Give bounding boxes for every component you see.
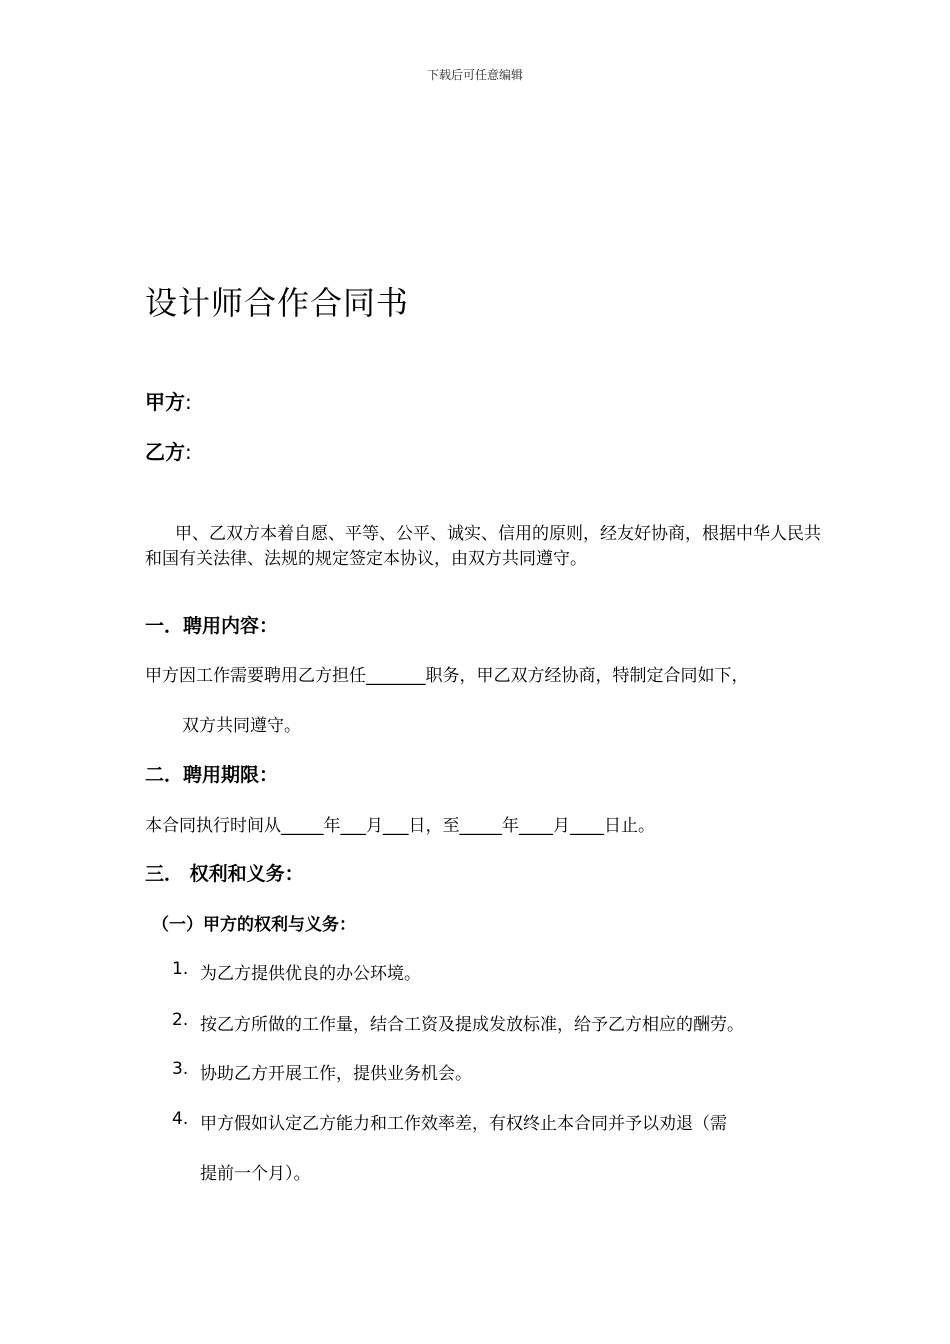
section-1-title: 一．聘用内容：	[145, 615, 279, 637]
list-item-number: 1.	[172, 959, 189, 979]
list-item-text: 按乙方所做的工作量，结合工资及提成发放标准，给予乙方相应的酬劳。	[200, 1015, 744, 1035]
list-item-number: 4.	[172, 1109, 189, 1129]
list-item-number: 2.	[172, 1010, 189, 1030]
header-note: 下载后可任意编辑	[426, 68, 523, 82]
section-2-line-1: 本合同执行时间从_____年___月___日，至_____年____月____日止。	[145, 816, 655, 836]
list-item-text: 协助乙方开展工作，提供业务机会。	[200, 1064, 472, 1084]
section-2-title: 二．聘用期限：	[145, 764, 279, 786]
list-item-number: 3.	[172, 1059, 189, 1079]
list-item-continuation: 提前一个月）。	[200, 1164, 311, 1184]
party-a-colon: :	[185, 390, 192, 414]
section-3-subsection-1-title: （一）甲方的权利与义务：	[152, 915, 356, 935]
party-b-label: 乙方	[145, 440, 185, 464]
party-b	[145, 436, 192, 465]
intro-paragraph: 甲、乙双方本着自愿、平等、公平、诚实、信用的原则，经友好协商，根据中华人民共和国有关法律、法规的规定签定本协议，由双方共同遵守。	[145, 524, 821, 569]
list-item-text: 为乙方提供优良的办公环境。	[200, 964, 421, 984]
party-a-label: 甲方	[145, 390, 185, 414]
section-1-line-1: 甲方因工作需要聘用乙方担任_______职务，甲乙双方经协商，特制定合同如下，	[145, 666, 749, 686]
document-title: 设计师合作合同书	[145, 284, 410, 322]
list-item-text: 甲方假如认定乙方能力和工作效率差，有权终止本合同并予以劝退（需	[200, 1114, 727, 1134]
section-3-title: 三． 权利和义务：	[145, 863, 304, 885]
party-b-colon: :	[185, 440, 192, 464]
party-a	[145, 386, 192, 415]
section-1-line-2: 双方共同遵守。	[182, 716, 301, 736]
